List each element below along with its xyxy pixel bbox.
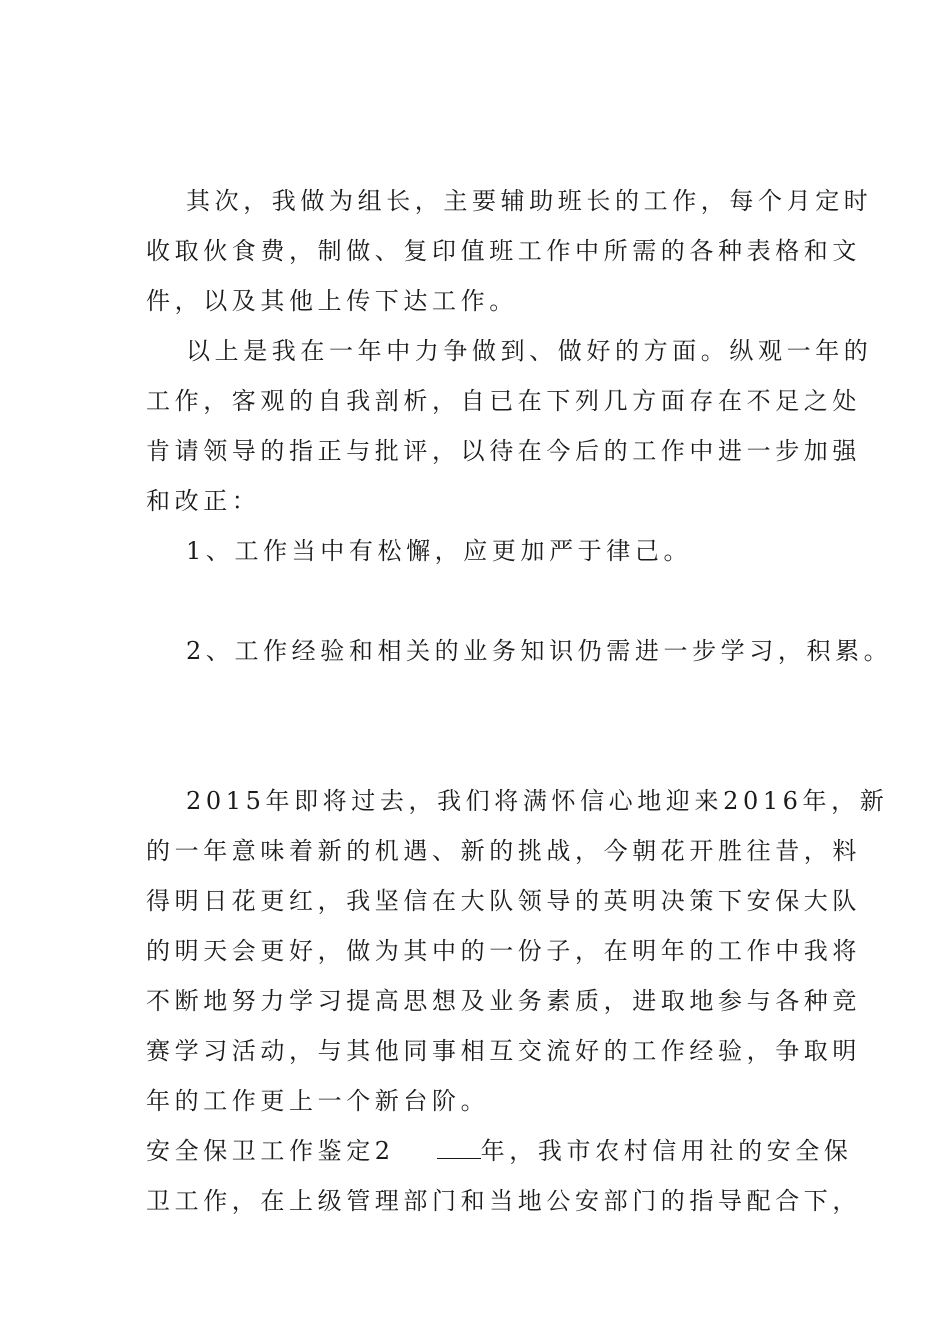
paragraph-line: 收取伙食费，制做、复印值班工作中所需的各种表格和文 (146, 237, 861, 265)
paragraph-line: 得明日花更红，我坚信在大队领导的英明决策下安保大队 (146, 887, 861, 915)
paragraph-line: 的一年意味着新的机遇、新的挑战，今朝花开胜往昔，料 (146, 837, 861, 865)
list-item: 1、工作当中有松懈，应更加严于律己。 (186, 537, 693, 565)
paragraph-line: 以上是我在一年中力争做到、做好的方面。纵观一年的 (186, 337, 873, 365)
paragraph-line: 2015年即将过去，我们将满怀信心地迎来2016年，新 (186, 787, 889, 815)
paragraph-line: 其次，我做为组长，主要辅助班长的工作，每个月定时 (186, 187, 873, 215)
paragraph-line: 肯请领导的指正与批评，以待在今后的工作中进一步加强 (146, 437, 861, 465)
paragraph-line: 件，以及其他上传下达工作。 (146, 287, 518, 315)
paragraph-line: 赛学习活动，与其他同事相互交流好的工作经验，争取明 (146, 1037, 861, 1065)
paragraph-line: 不断地努力学习提高思想及业务素质，进取地参与各种竞 (146, 987, 861, 1015)
paragraph-line: 和改正： (146, 487, 261, 515)
fill-in-blank (437, 1136, 481, 1159)
section-heading: 安全保卫工作鉴定2 (146, 1137, 395, 1165)
paragraph-line: 年的工作更上一个新台阶。 (146, 1087, 490, 1115)
section-line (146, 1136, 852, 1166)
paragraph-line: 工作，客观的自我剖析，自已在下列几方面存在不足之处 (146, 387, 861, 415)
list-item: 2、工作经验和相关的业务知识仍需进一步学习，积累。 (186, 637, 893, 665)
paragraph-line: 的明天会更好，做为其中的一份子，在明年的工作中我将 (146, 937, 861, 965)
paragraph-line: 卫工作，在上级管理部门和当地公安部门的指导配合下， (146, 1187, 861, 1215)
section-text: 年，我市农村信用社的安全保 (480, 1137, 853, 1165)
